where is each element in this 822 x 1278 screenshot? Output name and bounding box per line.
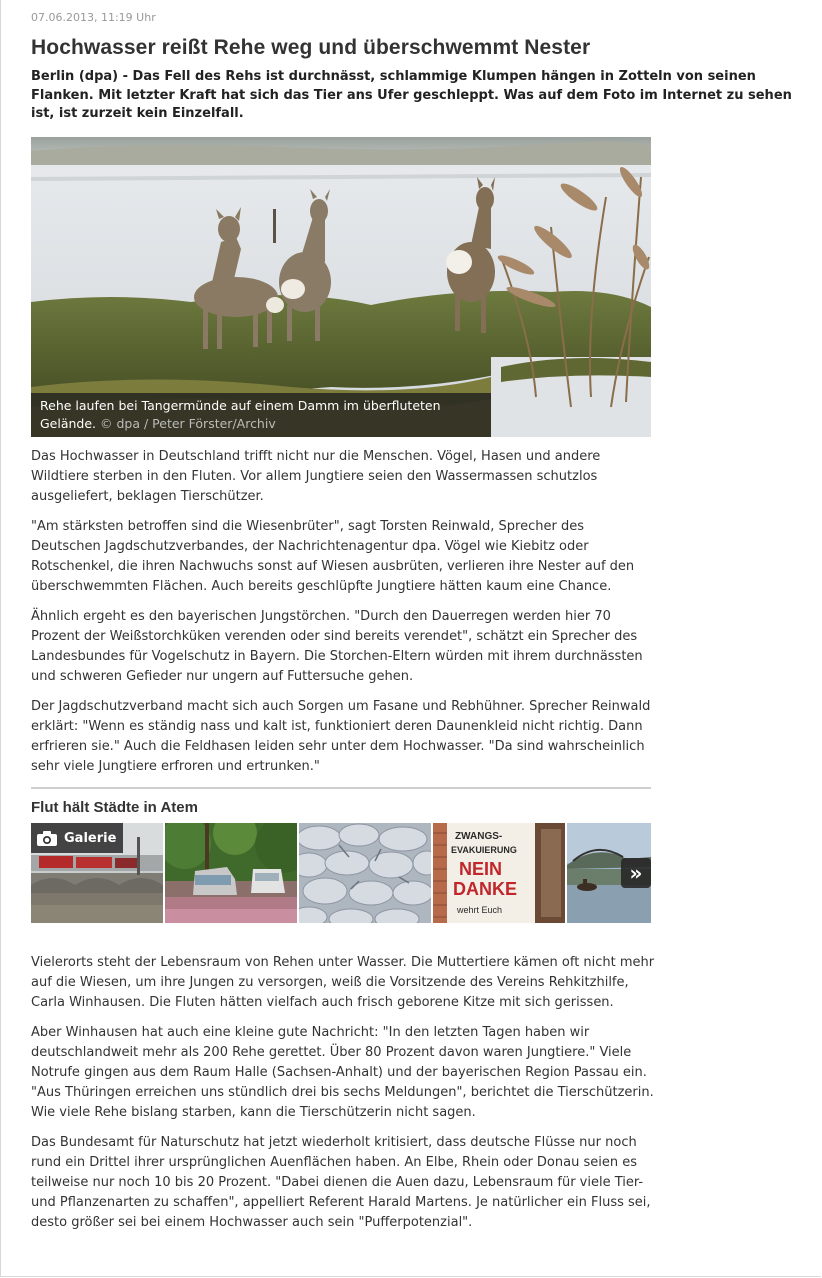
article-body-top [31,447,655,787]
image-credit: © dpa / Peter Förster/Archiv [100,416,276,431]
thumb-image-sandbags [299,823,431,923]
article-date: 07.06.2013, 11:19 Uhr [31,11,156,24]
paragraph: Ähnlich ergeht es den bayerischen Jungstörchen. "Durch den Dauerregen werden hier 70 Prozent der Weißstorchküken verenden oder sind bereits verendet", schätzt ein Sprecher des Landesbundes für Vogelschutz in Bayern. Die Storchen-Eltern würden mit ihrem durchnässten und schweren Gefieder nur ungern auf Futtersuche gehen. [31,609,643,684]
gallery-badge[interactable] [31,823,123,853]
gallery-thumb-4[interactable] [433,823,565,923]
caption-text: Rehe laufen bei Tangermünde auf einem Damm im überfluteten Gelände. [40,398,441,431]
gallery-thumb-5[interactable] [567,823,651,923]
sign-line-2: EVAKUIERUNG [451,845,517,855]
hero-image[interactable] [31,137,651,437]
paragraph: Der Jagdschutzverband macht sich auch Sorgen um Fasane und Rebhühner. Sprecher Reinwald erklärt: "Wenn es ständig nass und kalt ist, funktioniert deren Daunenkleid nicht richtig. Dann erfrieren sie." Auch die Feldhasen leiden sehr unter dem Hochwasser. "Da sind wahrscheinlich sehr viele Jungtiere erfroren und ertrunken." [31,699,651,774]
paragraph: Aber Winhausen hat auch eine kleine gute Nachricht: "In den letzten Tagen haben wir deutschlandweit mehr als 200 Rehe gerettet. Über 80 Prozent davon waren Jungtiere." Viele Notrufe gingen aus dem Raum Halle (Sachsen-Anhalt) und der bayerischen Region Passau ein. "Aus Thüringen erreichen uns stündlich drei bis sechs Meldungen", berichtet die Tierschützerin. Wie viele Rehe bislang starben, kann die Tierschützerin nicht sagen. [31,1025,654,1120]
section-divider [31,787,651,789]
camera-icon [37,831,57,846]
sign-line-4: DANKE [453,879,518,899]
article-lead: Berlin (dpa) - Das Fell des Rehs ist durchnässt, schlammige Klumpen hängen in Zotteln von seinen Flanken. Mit letzter Kraft hat sich das Tier ans Ufer geschleppt. Was auf dem Foto im Internet zu sehen ist, ist zurzeit kein Einzelfall. [31,69,792,121]
sign-line-5: wehrt Euch [457,905,503,915]
image-caption [31,393,491,437]
thumb-image-flooded-cars [165,823,297,923]
gallery-thumb-2[interactable] [165,823,297,923]
article-body-bottom [31,953,655,1243]
paragraph: Das Hochwasser in Deutschland trifft nicht nur die Menschen. Vögel, Hasen und andere Wildtiere sterben in den Fluten. Vor allem Jungtiere seien den Wassermassen schutzlos ausgeliefert, beklagen Tierschützer. [31,449,601,504]
sign-line-3: NEIN [459,859,503,879]
deer-on-dam-photo [31,137,651,437]
gallery-title[interactable]: Flut hält Städte in Atem [31,799,198,816]
gallery-thumb-3[interactable] [299,823,431,923]
paragraph: "Am stärksten betroffen sind die Wiesenbrüter", sagt Torsten Reinwald, Sprecher des Deutschen Jagdschutzverbandes, der Nachrichtenagentur dpa. Vögel wie Kiebitz oder Rotschenkel, die ihren Nachwuchs sonst auf Wiesen ausbrüten, verlieren ihre Nester auf den überschwemmten Flächen. Auch bereits geschlüpfte Jungtiere hätten kaum eine Chance. [31,519,635,594]
gallery-next-button[interactable] [621,858,651,888]
gallery-thumb-1[interactable] [31,823,163,923]
paragraph: Das Bundesamt für Naturschutz hat jetzt wiederholt kritisiert, dass deutsche Flüsse nur noch rund ein Drittel ihrer ursprünglichen Auenflächen haben. An Elbe, Rhein oder Donau seien es teilweise nur noch 10 bis 20 Prozent. "Dabei dienen die Auen dazu, Lebensraum für viele Tier- und Pflanzenarten zu schaffen", appelliert Referent Harald Martens. Je natürlicher ein Fluss sei, desto größer sei bei einem Hochwasser auch sein "Pufferpotenzial". [31,1135,651,1230]
thumb-image-protest-sign [433,823,565,923]
sign-line-1: ZWANGS- [455,831,503,842]
article-headline: Hochwasser reißt Rehe weg und überschwemmt Nester [31,36,591,59]
gallery-strip [31,823,651,923]
paragraph: Vielerorts steht der Lebensraum von Rehen unter Wasser. Die Muttertiere kämen oft nicht mehr auf die Wiesen, um ihre Jungen zu versorgen, weiß die Vorsitzende des Vereins Rehkitzhilfe, Carla Winhausen. Die Fluten hätten vielfach auch frisch geborene Kitze mit sich gerissen. [31,955,655,1010]
gallery-badge-label: Galerie [64,830,117,846]
double-chevron-right-icon: » [629,861,643,885]
